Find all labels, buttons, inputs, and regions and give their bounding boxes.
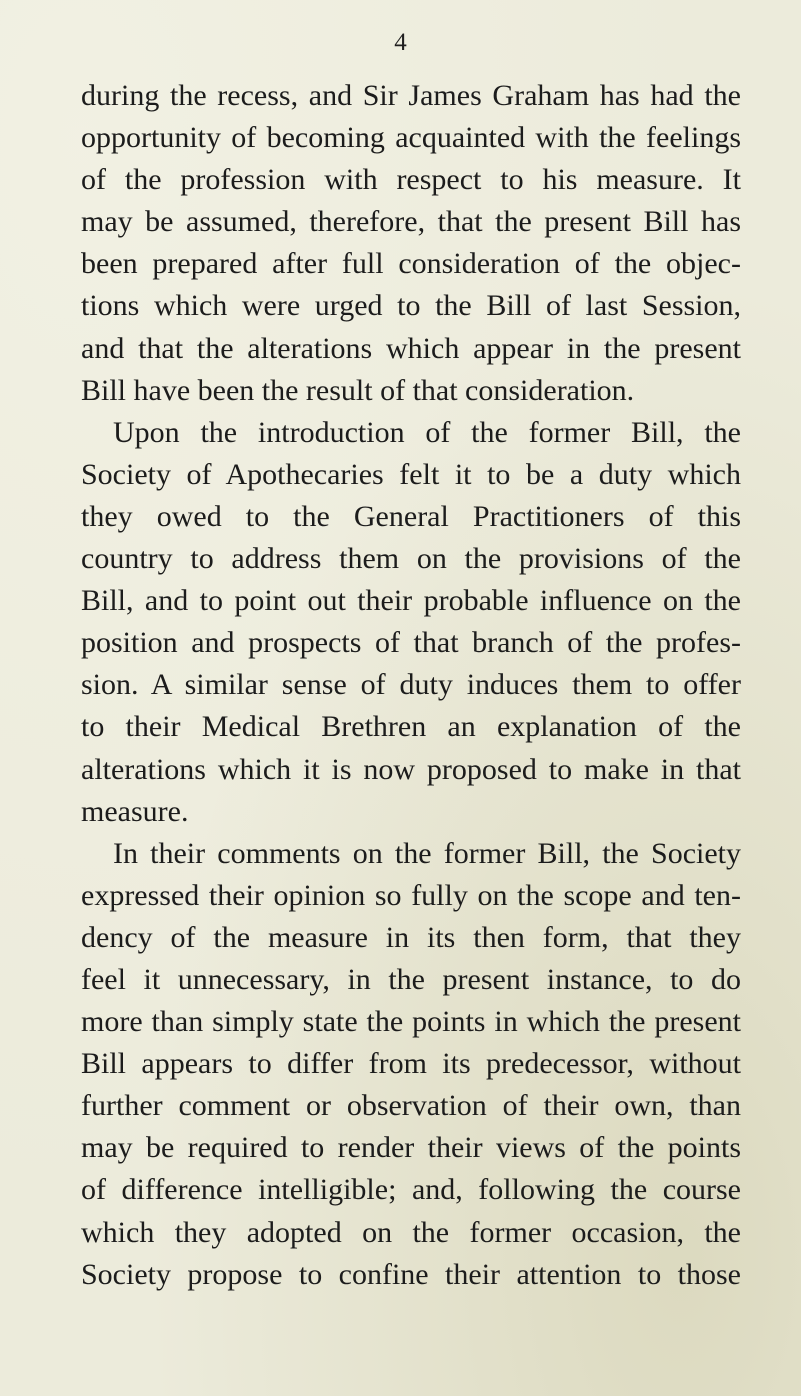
text-line: position and prospects of that branch of the profes- (81, 626, 741, 660)
text-line: Bill, and to point out their probable influence on the (81, 584, 741, 618)
text-line: which they adopted on the former occasion, the (81, 1215, 741, 1249)
text-line: and that the alterations which appear in the present (81, 331, 741, 365)
text-line: alterations which it is now proposed to make in that (81, 752, 741, 786)
text-line: Society of Apothecaries felt it to be a duty which (81, 457, 741, 491)
text-line: may be required to render their views of the points (81, 1131, 741, 1165)
text-line: measure. (81, 794, 189, 828)
text-line: tions which were urged to the Bill of last Session, (81, 289, 741, 323)
text-line: of difference intelligible; and, following the course (81, 1173, 741, 1207)
text-line: Upon the introduction of the former Bill, the (113, 415, 741, 449)
text-line: expressed their opinion so fully on the scope and ten- (81, 878, 741, 912)
text-line: to their Medical Brethren an explanation of the (81, 710, 741, 744)
text-line: dency of the measure in its then form, that they (81, 920, 741, 954)
text-line: during the recess, and Sir James Graham has had the (81, 79, 741, 112)
text-line: opportunity of becoming acquainted with the feelings (81, 121, 741, 155)
text-line: sion. A similar sense of duty induces them to offer (81, 668, 741, 702)
text-line: Bill appears to differ from its predecessor, without (81, 1047, 741, 1081)
text-line: more than simply state the points in which the present (81, 1005, 741, 1039)
text-line: Bill have been the result of that consideration. (81, 373, 635, 407)
text-line: further comment or observation of their own, than (81, 1089, 741, 1123)
text-line: country to address them on the provisions of the (81, 542, 741, 576)
body-text (81, 75, 741, 1296)
page-number: 4 (394, 29, 407, 56)
text-line: they owed to the General Practitioners of this (81, 499, 741, 533)
text-line: been prepared after full consideration of the objec- (81, 247, 741, 281)
text-line: Society propose to confine their attention to those (81, 1257, 741, 1291)
text-line: of the profession with respect to his measure. It (81, 163, 741, 197)
text-line: may be assumed, therefore, that the present Bill has (81, 205, 741, 239)
text-line: feel it unnecessary, in the present instance, to do (81, 962, 741, 996)
text-line: In their comments on the former Bill, the Society (113, 836, 741, 870)
